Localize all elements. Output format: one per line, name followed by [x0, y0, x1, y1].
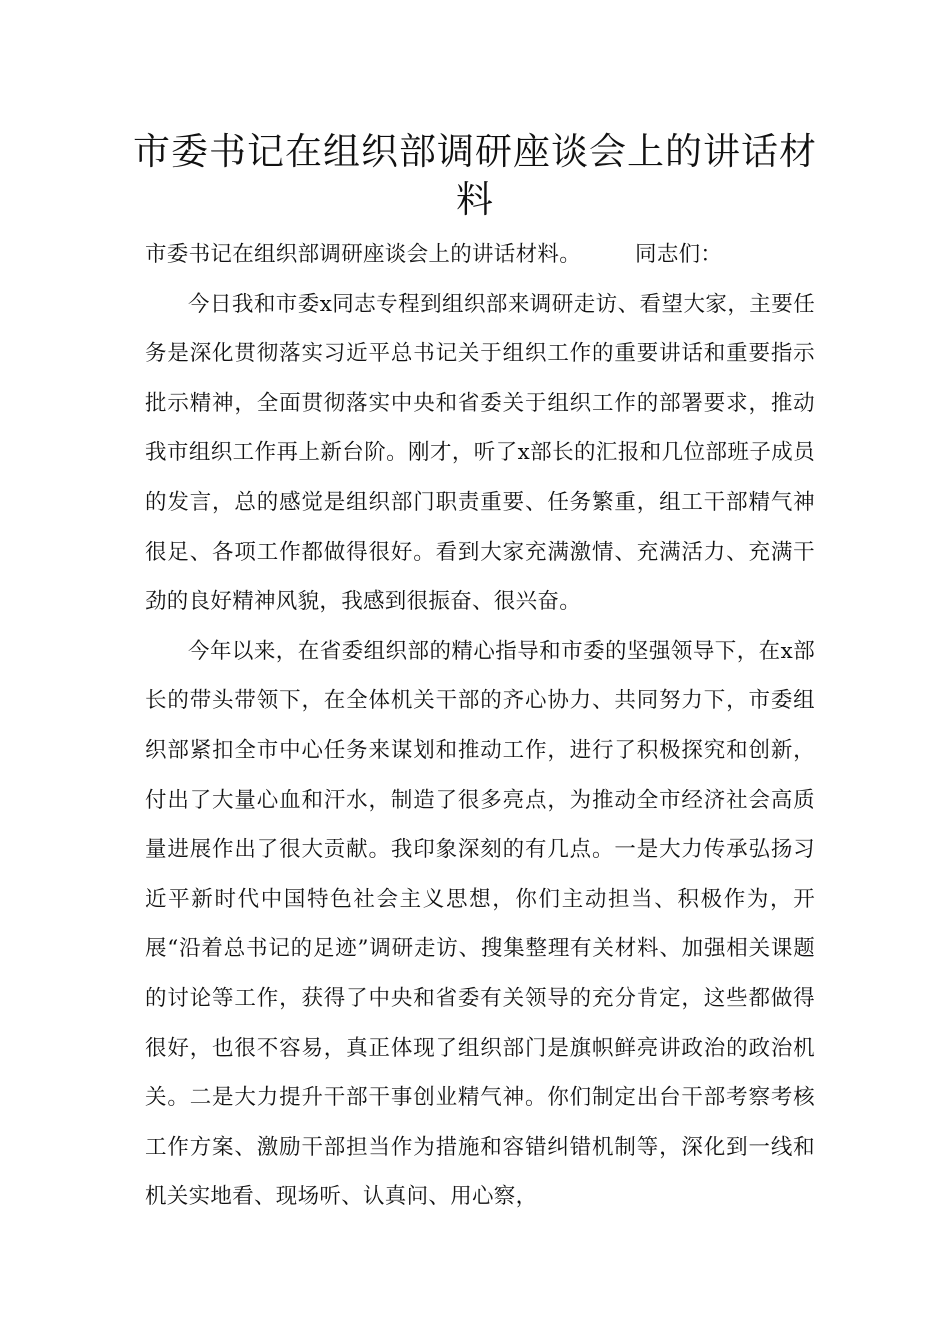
document-title: 市委书记在组织部调研座谈会上的讲话材料 [133, 130, 817, 221]
greeting-text: 同志们： [635, 242, 723, 267]
paragraph-2: 今年以来，在省委组织部的精心指导和市委的坚强领导下，在x部长的带头带领下，在全体机关干部的齐心协力、共同努力下，市委组织部紧扣全市中心任务来谋划和推动工作，进行了积极探究和创新，付出了大量心血和汗水，制造了很多亮点，为推动全市经济社会高质量进展作出了很大贡献。我印象深刻的有几点。一是大力传承弘扬习近平新时代中国特色社会主义思想，你们主动担当、积极作为，开展“沿着总书记的足迹”调研走访、搜集整理有关材料、加强相关课题的讨论等工作，获得了中央和省委有关领导的充分肯定，这些都做得很好，也很不容易，真正体现了组织部门是旗帜鲜亮讲政治的政治机关。二是大力提升干部干事创业精气神。你们制定出台干部考察考核工作方案、激励干部担当作为措施和容错纠错机制等，深化到一线和机关实地看、现场听、认真问、用心察， [145, 638, 815, 1210]
document-body [145, 230, 815, 1222]
intro-text: 市委书记在组织部调研座谈会上的讲话材料。 [145, 242, 582, 267]
intro-line [145, 230, 815, 280]
paragraph-1: 今日我和市委x同志专程到组织部来调研走访、看望大家，主要任务是深化贯彻落实习近平总书记关于组织工作的重要讲话和重要指示批示精神，全面贯彻落实中央和省委关于组织工作的部署要求，推动我市组织工作再上新台阶。刚才，听了x部长的汇报和几位部班子成员的发言，总的感觉是组织部门职责重要、任务繁重，组工干部精气神很足、各项工作都做得很好。看到大家充满激情、充满活力、充满干劲的良好精神风貌，我感到很振奋、很兴奋。 [145, 291, 815, 615]
